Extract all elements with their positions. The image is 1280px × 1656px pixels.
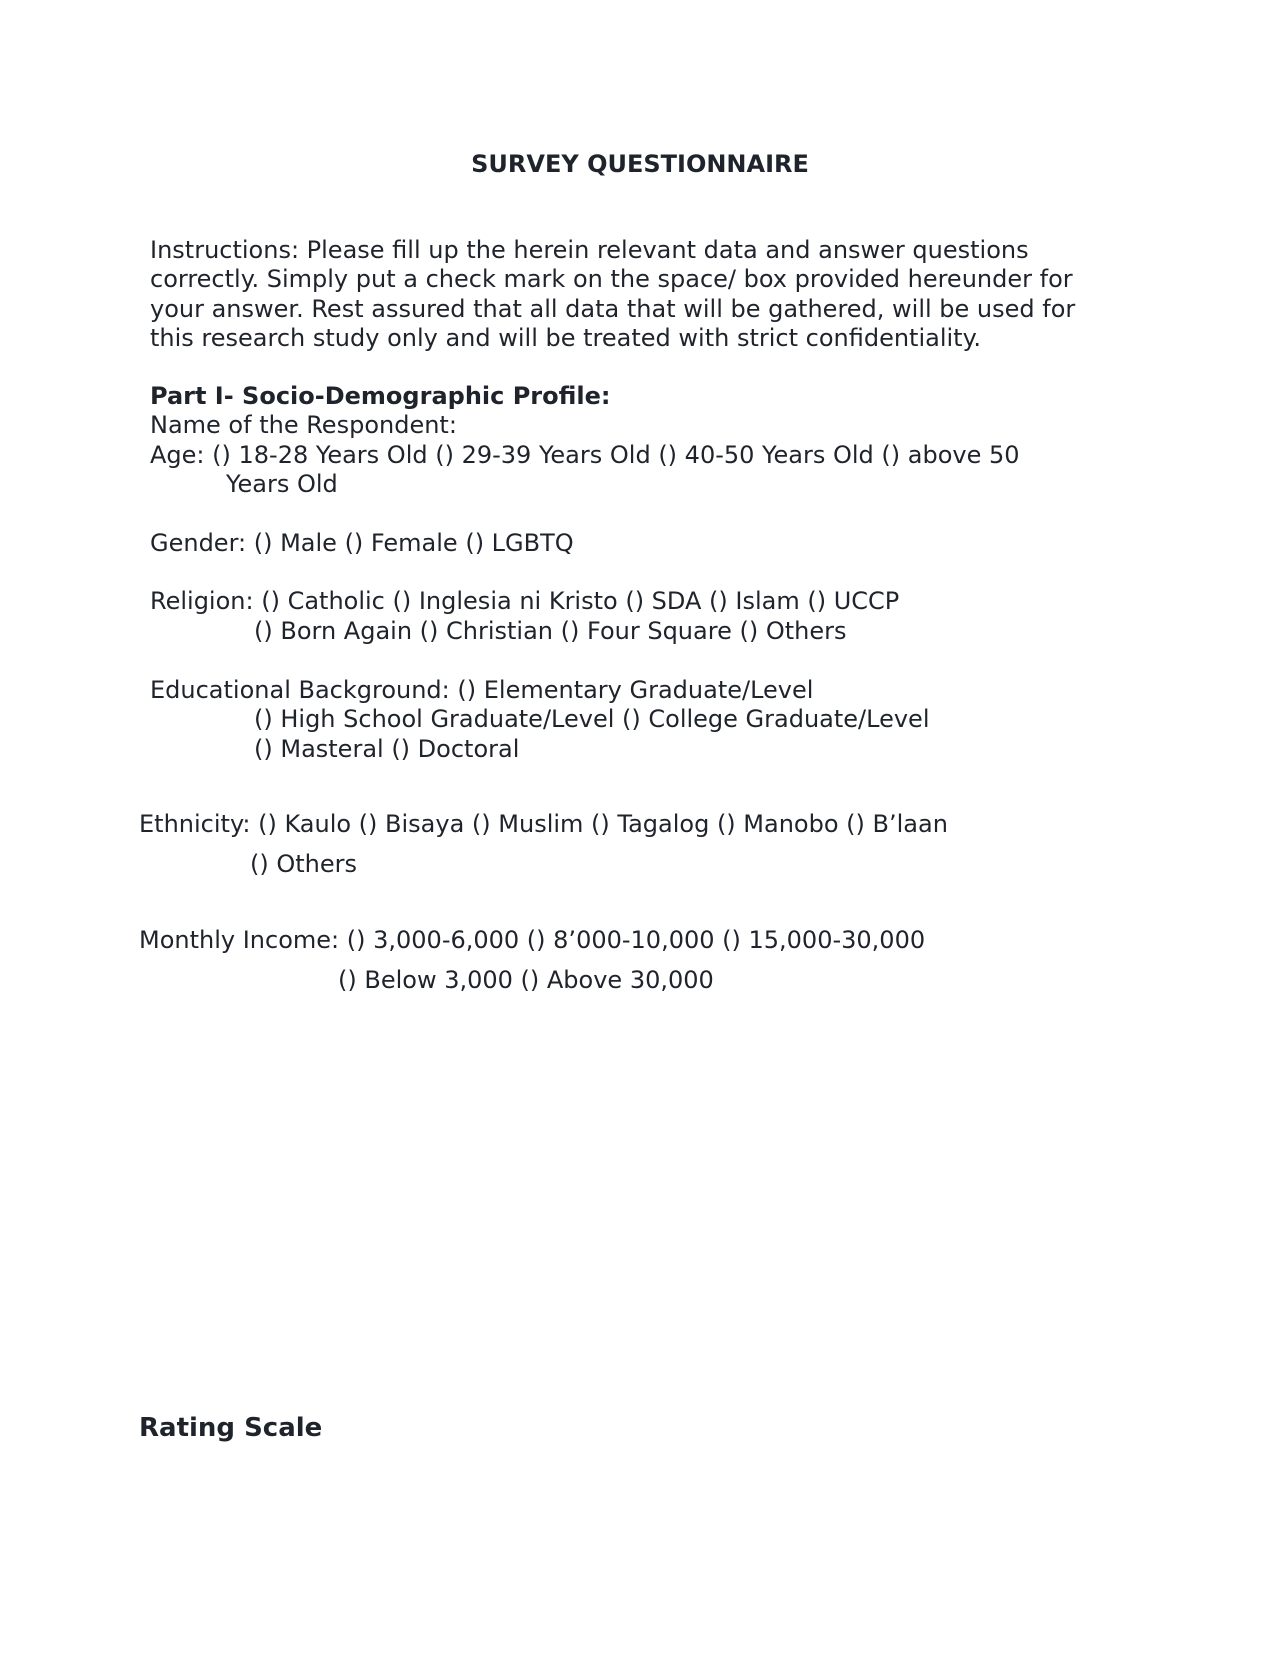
part1-heading: Part I- Socio-Demographic Profile:: [150, 382, 611, 410]
religion-question-continued: () Born Again () Christian () Four Square () Others: [254, 617, 847, 645]
education-question-continued-2: () Masteral () Doctoral: [254, 735, 520, 763]
education-question: Educational Background: () Elementary Graduate/Level: [150, 676, 814, 704]
age-question: Age: () 18-28 Years Old () 29-39 Years Old () 40-50 Years Old () above 50: [150, 441, 1020, 469]
instructions-line-1: Instructions: Please fill up the herein relevant data and answer questions: [150, 236, 1029, 264]
page-title: SURVEY QUESTIONNAIRE: [471, 150, 809, 178]
religion-question: Religion: () Catholic () Inglesia ni Kristo () SDA () Islam () UCCP: [150, 587, 900, 615]
age-question-continued: Years Old: [226, 470, 338, 498]
instructions-line-3: your answer. Rest assured that all data that will be gathered, will be used for: [150, 295, 1076, 323]
instructions-line-2: correctly. Simply put a check mark on the space/ box provided hereunder for: [150, 265, 1073, 293]
ethnicity-question-continued: () Others: [250, 850, 358, 878]
instructions-line-4: this research study only and will be treated with strict confidentiality.: [150, 324, 981, 352]
ethnicity-question: Ethnicity: () Kaulo () Bisaya () Muslim () Tagalog () Manobo () B’laan: [139, 810, 948, 838]
income-question-continued: () Below 3,000 () Above 30,000: [338, 966, 714, 994]
rating-scale-heading: Rating Scale: [139, 1413, 323, 1443]
gender-question: Gender: () Male () Female () LGBTQ: [150, 529, 574, 557]
income-question: Monthly Income: () 3,000-6,000 () 8’000-10,000 () 15,000-30,000: [139, 926, 926, 954]
education-question-continued-1: () High School Graduate/Level () College Graduate/Level: [254, 705, 930, 733]
name-label: Name of the Respondent:: [150, 411, 457, 439]
